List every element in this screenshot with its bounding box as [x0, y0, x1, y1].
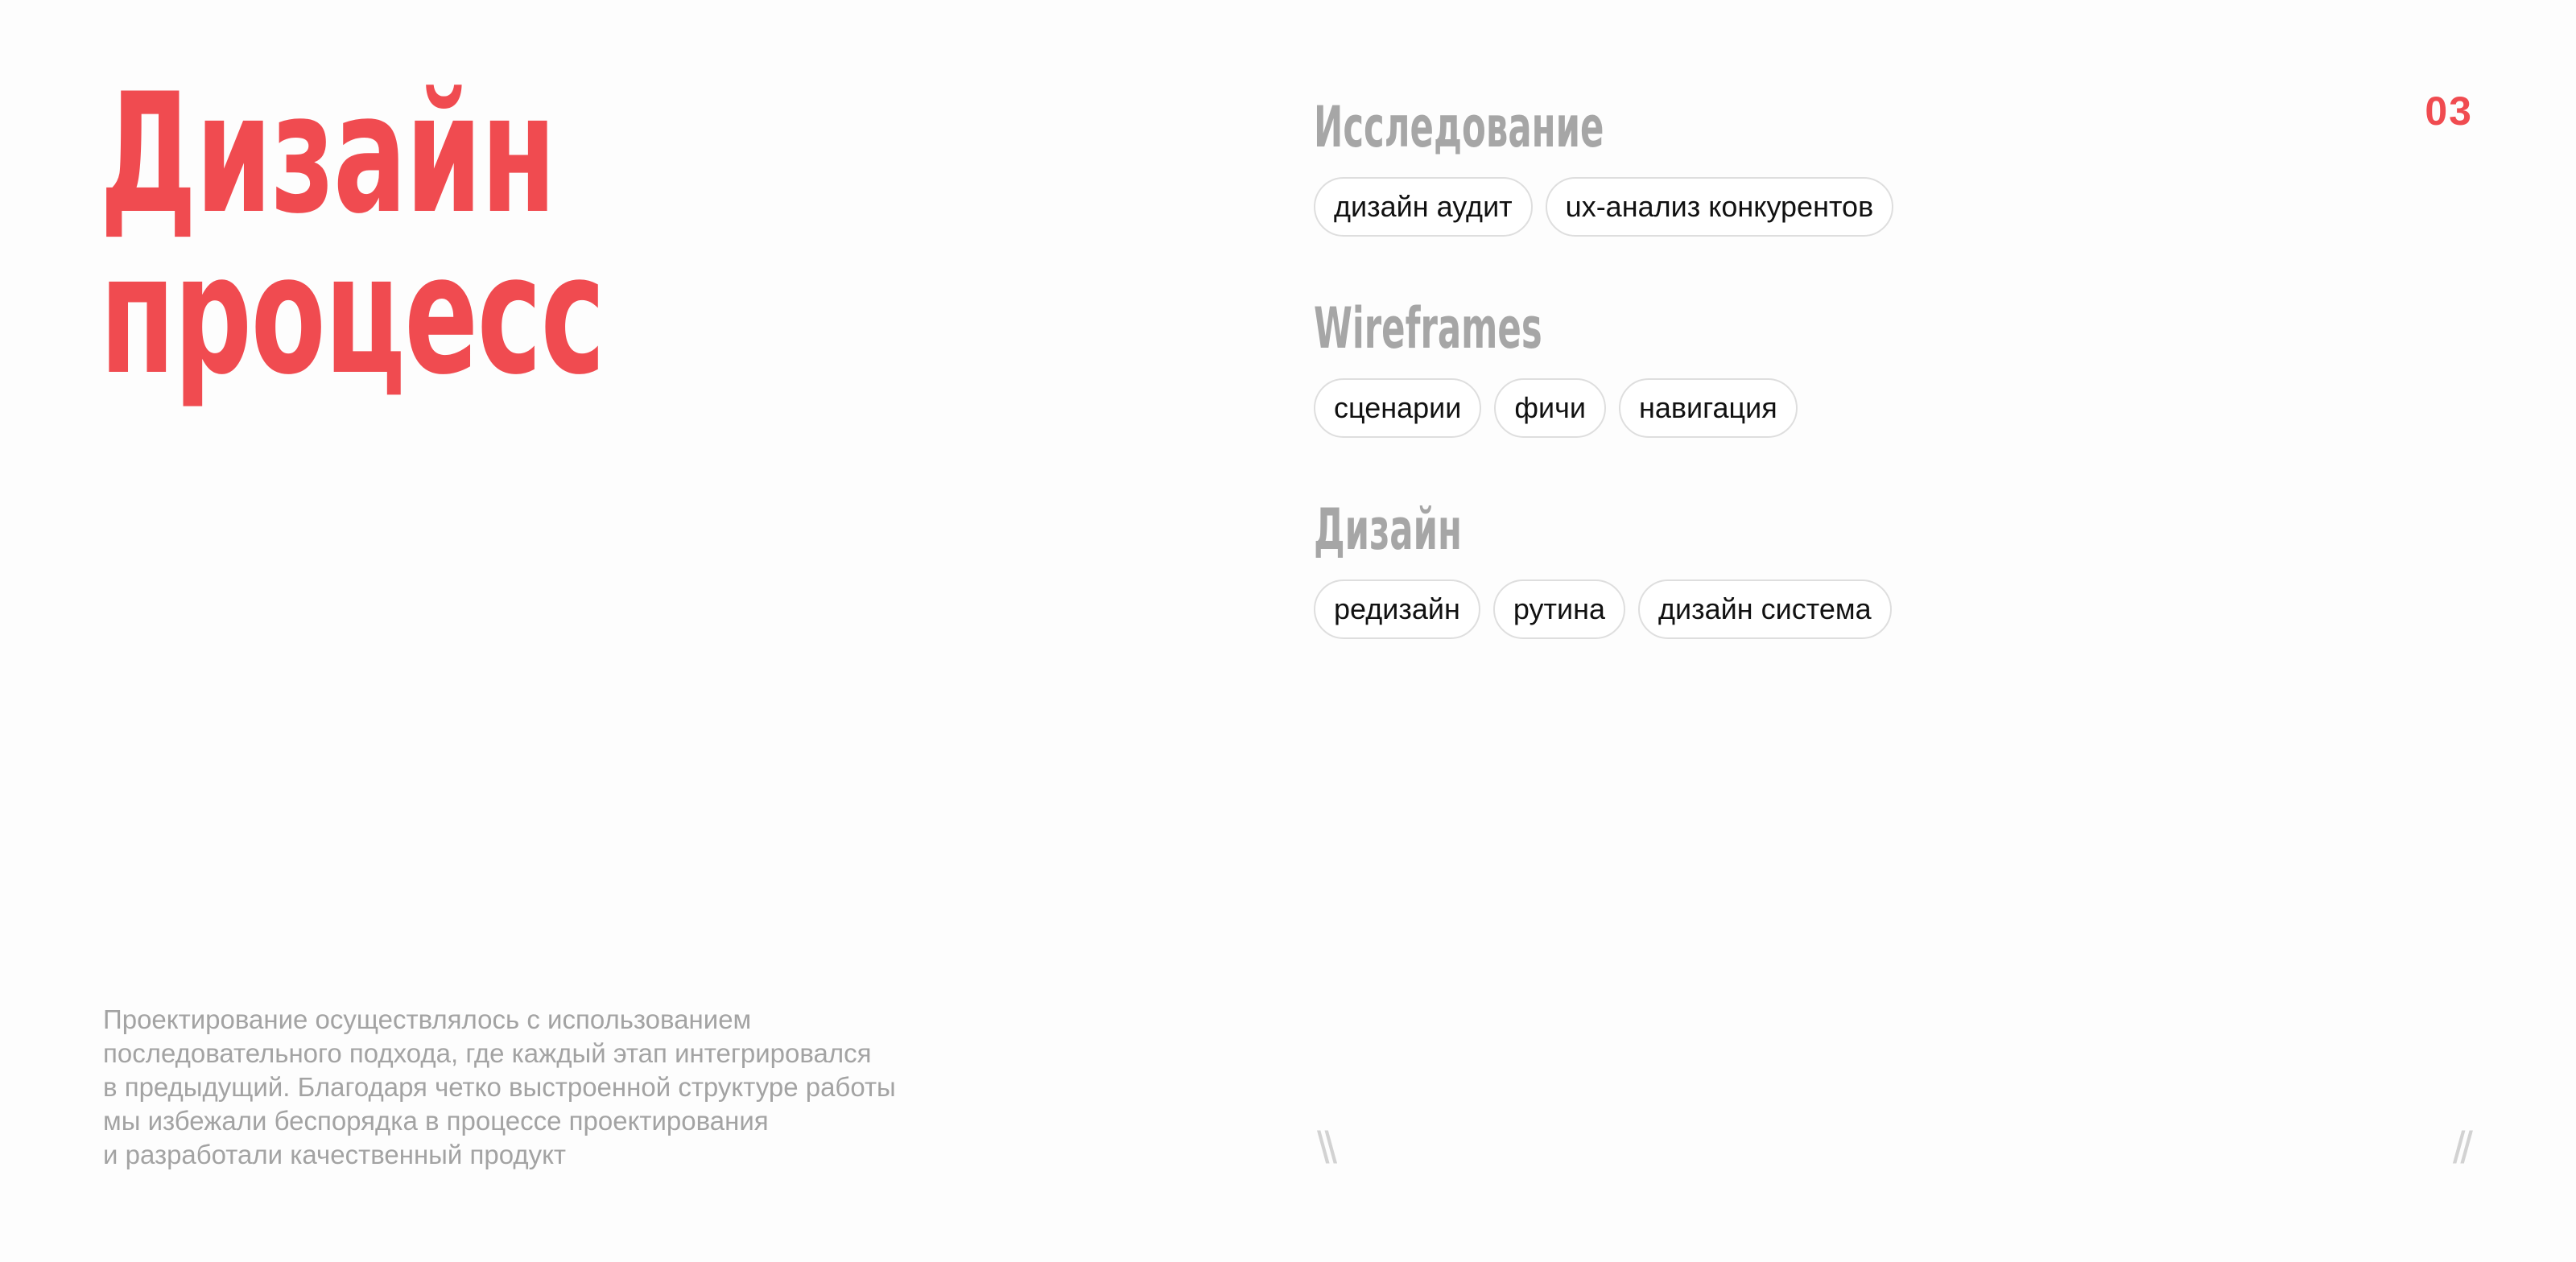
section-title: Wireframes: [1314, 295, 1542, 361]
page-title-line-1: Дизайн: [100, 59, 555, 250]
page-title: [100, 59, 605, 411]
section-research: [1314, 95, 2360, 296]
tag-redesign: редизайн: [1314, 579, 1480, 639]
description-text: [103, 1003, 1117, 1172]
section-design: [1314, 497, 2360, 699]
tag-ux-analysis: ux-анализ конкурентов: [1546, 177, 1894, 237]
page-number: 03: [2425, 89, 2473, 134]
tag-design-system: дизайн система: [1638, 579, 1892, 639]
backslash-mark: \\: [1317, 1122, 1333, 1173]
description-line: мы избежали беспорядка в процессе проектирования: [103, 1106, 769, 1136]
process-sections: [1314, 95, 2360, 699]
description-line: последовательного подхода, где каждый этап интегрировался: [103, 1038, 872, 1068]
tag-features: фичи: [1494, 378, 1606, 438]
description-line: в предыдущий. Благодаря четко выстроенной структуре работы: [103, 1072, 896, 1102]
tag-routine: рутина: [1493, 579, 1625, 639]
description-line: и разработали качественный продукт: [103, 1140, 567, 1169]
section-title: Дизайн: [1314, 497, 1462, 563]
section-title: Исследование: [1314, 94, 1604, 160]
slash-mark: //: [2452, 1122, 2468, 1173]
tag-list: [1314, 579, 2360, 639]
tag-list: [1314, 177, 2360, 237]
section-wireframes: [1314, 296, 2360, 497]
tag-scenarios: сценарии: [1314, 378, 1481, 438]
page-title-line-2: процесс: [100, 220, 605, 411]
tag-list: [1314, 378, 2360, 438]
tag-design-audit: дизайн аудит: [1314, 177, 1533, 237]
tag-navigation: навигация: [1619, 378, 1798, 438]
description-line: Проектирование осуществлялось с использованием: [103, 1004, 752, 1034]
